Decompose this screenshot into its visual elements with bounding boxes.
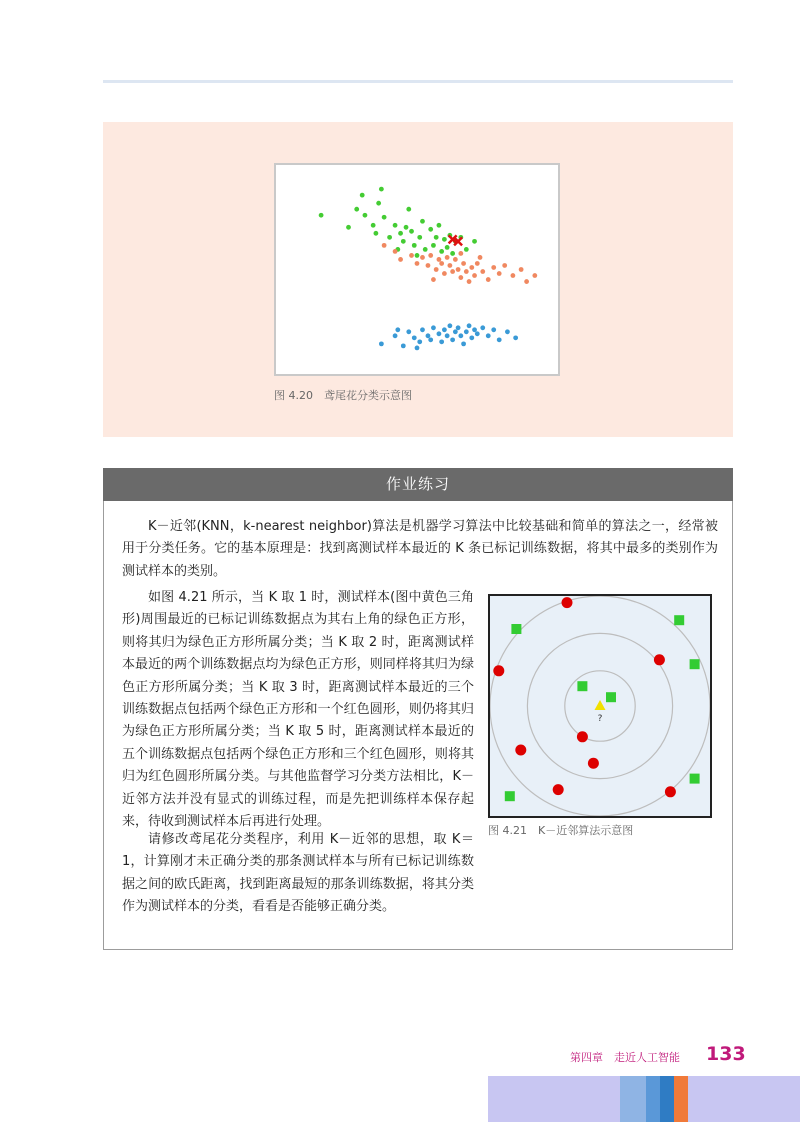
iris-point-series-2 [431, 325, 436, 330]
red-circle-sample [562, 597, 573, 608]
figure-caption-4-21: 图 4.21 K－近邻算法示意图 [488, 824, 634, 837]
red-circle-sample [493, 665, 504, 676]
exercise-paragraph-3: 请修改鸢尾花分类程序，利用 K－近邻的思想，取 K＝ 1，计算刚才未正确分类的那条测试样本与所有已标记训练数据之间的欧氏距离，找到距离最短的那条训练数据，将其分类作为测试样本的分类，看看是否能够正确分类。 [122, 832, 474, 915]
iris-point-series-1 [439, 261, 444, 266]
iris-point-series-2 [453, 329, 458, 334]
iris-point-series-0 [439, 249, 444, 254]
iris-point-series-2 [472, 327, 477, 332]
iris-point-series-2 [456, 325, 461, 330]
page-number: 133 [706, 1043, 746, 1065]
iris-point-series-1 [524, 279, 529, 284]
iris-point-series-0 [464, 247, 469, 252]
iris-point-series-2 [428, 337, 433, 342]
iris-point-series-1 [426, 263, 431, 268]
green-square-sample [511, 624, 521, 634]
exercise-header: 作业练习 [103, 468, 733, 501]
iris-point-series-1 [458, 251, 463, 256]
iris-point-series-1 [456, 267, 461, 272]
iris-point-series-1 [442, 271, 447, 276]
exercise-paragraph-1: K－近邻(KNN，k-nearest neighbor)算法是机器学习算法中比较基础和简单的算法之一，经常被用于分类任务。它的基本原理是：找到离测试样本最近的 K 条已标记训练数据，将其中最多的类别作为测试样本的类别。 [122, 519, 718, 579]
exercise-paragraph-2: 如图 4.21 所示，当 K 取 1 时，测试样本(图中黄色三角形)周围最近的已标记训练数据点为其右上角的绿色正方形，则将其归为绿色正方形所属分类；当 K 取 2 时，距离测试样本最近的两个训练数据点均为绿色正方形，则同样将其归为绿色正方形所属分类；当 K 取 3 时，距离测试样本最近的三个训练数据点包括两个绿色正方形和一个红色圆形，则仍将其归为绿色正方形所属分类；当 K 取 5 时，距离测试样本最近的五个训练数据点包括两个绿色正方形和三个红色圆形，则将其归为红色圆形所属分类。与其他监督学习分类方法相比，K－近邻方法并没有显式的训练过程，而是先把训练样本保存起来，待收到测试样本后再进行处理。 [122, 590, 474, 830]
red-circle-sample [654, 654, 665, 665]
iris-point-series-0 [354, 207, 359, 212]
iris-point-series-0 [434, 235, 439, 240]
iris-point-series-1 [475, 261, 480, 266]
red-circle-sample [577, 731, 588, 742]
iris-point-series-2 [379, 341, 384, 346]
iris-point-series-1 [497, 271, 502, 276]
iris-point-series-1 [431, 277, 436, 282]
iris-point-series-0 [406, 207, 411, 212]
iris-point-series-0 [371, 223, 376, 228]
iris-point-series-0 [472, 239, 477, 244]
red-circle-sample [588, 758, 599, 769]
iris-point-series-0 [398, 231, 403, 236]
iris-point-series-1 [511, 273, 516, 278]
iris-point-series-2 [513, 335, 518, 340]
iris-point-series-0 [420, 219, 425, 224]
green-square-sample [505, 791, 515, 801]
iris-point-series-1 [486, 277, 491, 282]
iris-point-series-2 [445, 333, 450, 338]
figure-caption-4-20: 图 4.20 鸢尾花分类示意图 [274, 389, 412, 402]
iris-point-series-2 [469, 335, 474, 340]
red-circle-sample [515, 745, 526, 756]
iris-point-series-1 [502, 263, 507, 268]
iris-point-series-2 [406, 329, 411, 334]
iris-point-series-0 [450, 251, 455, 256]
iris-point-series-1 [469, 265, 474, 270]
iris-point-series-2 [439, 339, 444, 344]
green-square-sample [606, 692, 616, 702]
iris-point-series-1 [532, 273, 537, 278]
iris-point-series-0 [393, 223, 398, 228]
iris-point-series-2 [505, 329, 510, 334]
iris-point-series-1 [382, 243, 387, 248]
test-sample-label: ? [597, 714, 603, 724]
iris-point-series-1 [467, 279, 472, 284]
red-circle-sample [665, 786, 676, 797]
iris-point-series-2 [395, 327, 400, 332]
iris-point-series-1 [491, 265, 496, 270]
iris-point-series-2 [437, 331, 442, 336]
iris-point-series-2 [415, 345, 420, 350]
iris-point-series-0 [442, 237, 447, 242]
iris-point-series-2 [442, 327, 447, 332]
iris-point-series-2 [458, 333, 463, 338]
iris-point-series-2 [491, 327, 496, 332]
iris-point-series-1 [393, 249, 398, 254]
iris-point-series-1 [478, 255, 483, 260]
iris-point-series-0 [412, 243, 417, 248]
iris-point-series-2 [467, 323, 472, 328]
iris-point-series-1 [445, 255, 450, 260]
iris-point-series-2 [480, 325, 485, 330]
iris-point-series-2 [393, 333, 398, 338]
iris-point-series-2 [426, 333, 431, 338]
iris-point-series-0 [428, 227, 433, 232]
iris-point-series-0 [346, 225, 351, 230]
iris-point-series-0 [382, 215, 387, 220]
green-square-sample [577, 681, 587, 691]
iris-point-series-1 [420, 255, 425, 260]
iris-point-series-0 [379, 187, 384, 192]
iris-scatter-chart [274, 163, 560, 376]
iris-point-series-1 [458, 275, 463, 280]
iris-point-series-1 [450, 269, 455, 274]
knn-diagram-svg [490, 596, 710, 816]
red-circle-sample [553, 784, 564, 795]
iris-point-series-1 [519, 267, 524, 272]
iris-point-series-2 [417, 339, 422, 344]
iris-point-series-2 [401, 343, 406, 348]
iris-point-series-0 [409, 229, 414, 234]
green-square-sample [690, 659, 700, 669]
iris-point-series-1 [461, 261, 466, 266]
footer-chapter-title: 第四章 走近人工智能 [570, 1051, 680, 1064]
iris-point-series-0 [363, 213, 368, 218]
iris-point-series-0 [445, 245, 450, 250]
iris-point-series-2 [497, 337, 502, 342]
iris-point-series-1 [434, 267, 439, 272]
iris-point-series-1 [464, 269, 469, 274]
iris-point-series-1 [480, 269, 485, 274]
iris-point-series-1 [437, 257, 442, 262]
iris-point-series-2 [475, 331, 480, 336]
iris-point-series-0 [360, 193, 365, 198]
iris-point-series-2 [412, 335, 417, 340]
iris-point-series-0 [374, 231, 379, 236]
iris-point-series-2 [486, 333, 491, 338]
iris-point-series-0 [401, 239, 406, 244]
iris-scatter-svg [276, 165, 558, 374]
top-rule [103, 80, 733, 83]
iris-point-series-1 [447, 263, 452, 268]
iris-point-series-2 [447, 323, 452, 328]
iris-point-series-2 [464, 329, 469, 334]
iris-point-series-1 [472, 273, 477, 278]
iris-point-series-1 [409, 253, 414, 258]
iris-point-series-1 [453, 257, 458, 262]
iris-point-series-0 [423, 247, 428, 252]
green-square-sample [690, 774, 700, 784]
iris-point-series-0 [431, 243, 436, 248]
iris-point-series-2 [420, 327, 425, 332]
iris-point-series-2 [450, 337, 455, 342]
iris-point-series-2 [461, 341, 466, 346]
iris-point-series-0 [387, 235, 392, 240]
iris-point-series-0 [415, 253, 420, 258]
iris-point-series-0 [437, 223, 442, 228]
iris-point-series-0 [404, 225, 409, 230]
iris-point-series-0 [319, 213, 324, 218]
footer-color-bars [488, 1076, 800, 1122]
knn-diagram [488, 594, 712, 818]
iris-point-series-1 [415, 261, 420, 266]
iris-point-series-0 [417, 235, 422, 240]
iris-point-series-1 [428, 253, 433, 258]
iris-point-series-0 [376, 201, 381, 206]
yellow-triangle-test-sample [595, 700, 606, 710]
iris-point-series-1 [398, 257, 403, 262]
green-square-sample [674, 615, 684, 625]
